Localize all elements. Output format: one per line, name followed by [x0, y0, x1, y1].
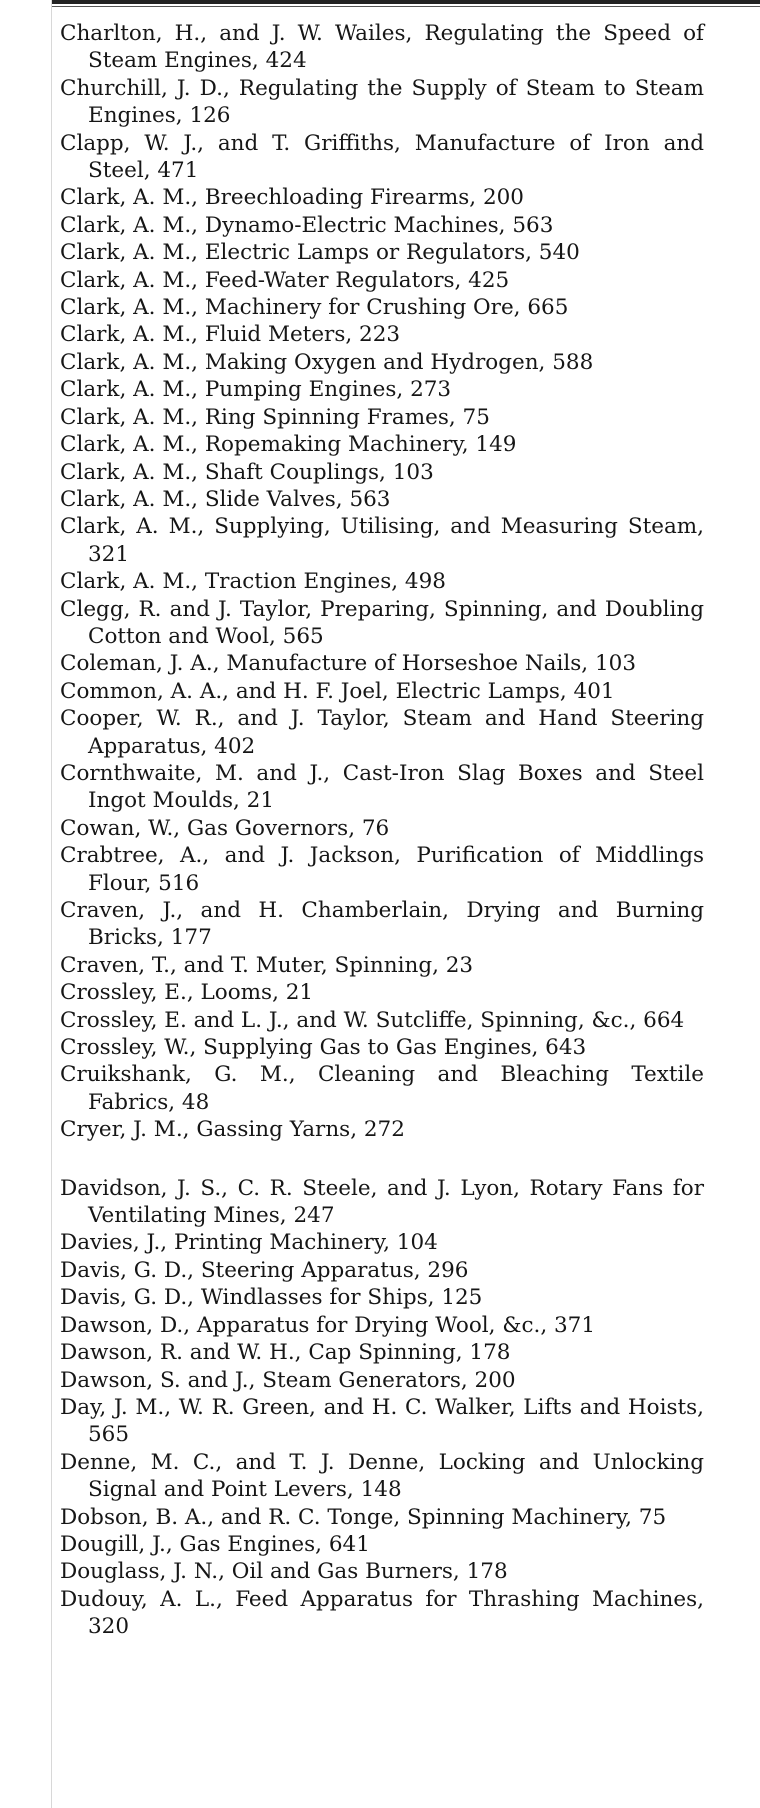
patent-index	[60, 20, 704, 1641]
index-entry: Cryer, J. M., Gassing Yarns, 272	[60, 1117, 405, 1143]
index-entry: Dougill, J., Gas Engines, 641	[60, 1531, 370, 1557]
index-entry: Cruikshank, G. M., Cleaning and Bleaching Textile Fabrics, 48	[60, 1062, 704, 1115]
index-entry: Crossley, W., Supplying Gas to Gas Engines, 643	[60, 1035, 587, 1061]
section-spacer	[60, 1144, 704, 1175]
index-entry: Clark, A. M., Shaft Couplings, 103	[60, 459, 434, 485]
index-entry: Day, J. M., W. R. Green, and H. C. Walker, Lifts and Hoists, 565	[60, 1394, 704, 1448]
index-entry: Davies, J., Printing Machinery, 104	[60, 1230, 438, 1256]
index-entry: Clark, A. M., Ring Spinning Frames, 75	[60, 404, 490, 430]
index-entry: Dawson, S. and J., Steam Generators, 200	[60, 1367, 516, 1393]
index-entry: Coleman, J. A., Manufacture of Horseshoe Nails, 103	[60, 651, 636, 677]
index-entry: Davis, G. D., Steering Apparatus, 296	[60, 1257, 469, 1283]
index-entry: Clark, A. M., Fluid Meters, 223	[60, 322, 401, 348]
index-entry: Dawson, D., Apparatus for Drying Wool, &c., 371	[60, 1312, 596, 1338]
index-entry: Douglass, J. N., Oil and Gas Burners, 178	[60, 1559, 508, 1585]
index-entry: Clark, A. M., Ropemaking Machinery, 149	[60, 432, 517, 458]
index-entry: Craven, T., and T. Muter, Spinning, 23	[60, 952, 474, 978]
index-entry: Cooper, W. R., and J. Taylor, Steam and Hand Steering Apparatus, 402	[60, 706, 704, 759]
index-entry: Cornthwaite, M. and J., Cast-Iron Slag Boxes and Steel Ingot Moulds, 21	[60, 760, 704, 814]
index-entry: Common, A. A., and H. F. Joel, Electric Lamps, 401	[60, 678, 615, 704]
index-entry: Cowan, W., Gas Governors, 76	[60, 815, 390, 841]
index-entry: Clark, A. M., Machinery for Crushing Ore, 665	[60, 295, 569, 321]
index-entry: Dudouy, A. L., Feed Apparatus for Thrashing Machines, 320	[60, 1586, 704, 1640]
index-entry: Clark, A. M., Dynamo-Electric Machines, 563	[60, 212, 554, 238]
index-entry: Churchill, J. D., Regulating the Supply of Steam to Steam Engines, 126	[60, 75, 704, 129]
index-entry: Dobson, B. A., and R. C. Tonge, Spinning Machinery, 75	[60, 1504, 667, 1530]
top-rule	[52, 0, 760, 4]
index-entry: Craven, J., and H. Chamberlain, Drying and Burning Bricks, 177	[60, 898, 704, 951]
index-entry: Dawson, R. and W. H., Cap Spinning, 178	[60, 1340, 511, 1366]
index-entry: Davidson, J. S., C. R. Steele, and J. Lyon, Rotary Fans for Ventilating Mines, 247	[60, 1175, 704, 1229]
index-entry: Clark, A. M., Pumping Engines, 273	[60, 377, 452, 403]
index-entry: Clark, A. M., Making Oxygen and Hydrogen, 588	[60, 349, 594, 375]
page-margin-line	[51, 0, 52, 1808]
index-entry: Crossley, E. and L. J., and W. Sutcliffe, Spinning, &c., 664	[60, 1007, 685, 1033]
index-entry: Clegg, R. and J. Taylor, Preparing, Spinning, and Doubling Cotton and Wool, 565	[60, 596, 704, 649]
index-section-c	[60, 20, 704, 1144]
index-entry: Davis, G. D., Windlasses for Ships, 125	[60, 1285, 483, 1311]
index-entry: Crabtree, A., and J. Jackson, Purification of Middlings Flour, 516	[60, 843, 704, 896]
index-entry: Clark, A. M., Breechloading Firearms, 200	[60, 185, 524, 211]
index-entry: Clapp, W. J., and T. Griffiths, Manufacture of Iron and Steel, 471	[60, 130, 704, 184]
index-entry: Clark, A. M., Electric Lamps or Regulators, 540	[60, 240, 580, 266]
index-entry: Denne, M. C., and T. J. Denne, Locking and Unlocking Signal and Point Levers, 148	[60, 1449, 704, 1503]
index-entry: Clark, A. M., Supplying, Utilising, and Measuring Steam, 321	[60, 514, 704, 567]
index-entry: Charlton, H., and J. W. Wailes, Regulating the Speed of Steam Engines, 424	[60, 21, 704, 74]
index-entry: Crossley, E., Looms, 21	[60, 980, 314, 1006]
index-section-d	[60, 1175, 704, 1641]
index-entry: Clark, A. M., Slide Valves, 563	[60, 486, 391, 512]
index-entry: Clark, A. M., Traction Engines, 498	[60, 569, 446, 595]
index-entry: Clark, A. M., Feed-Water Regulators, 425	[60, 267, 510, 293]
